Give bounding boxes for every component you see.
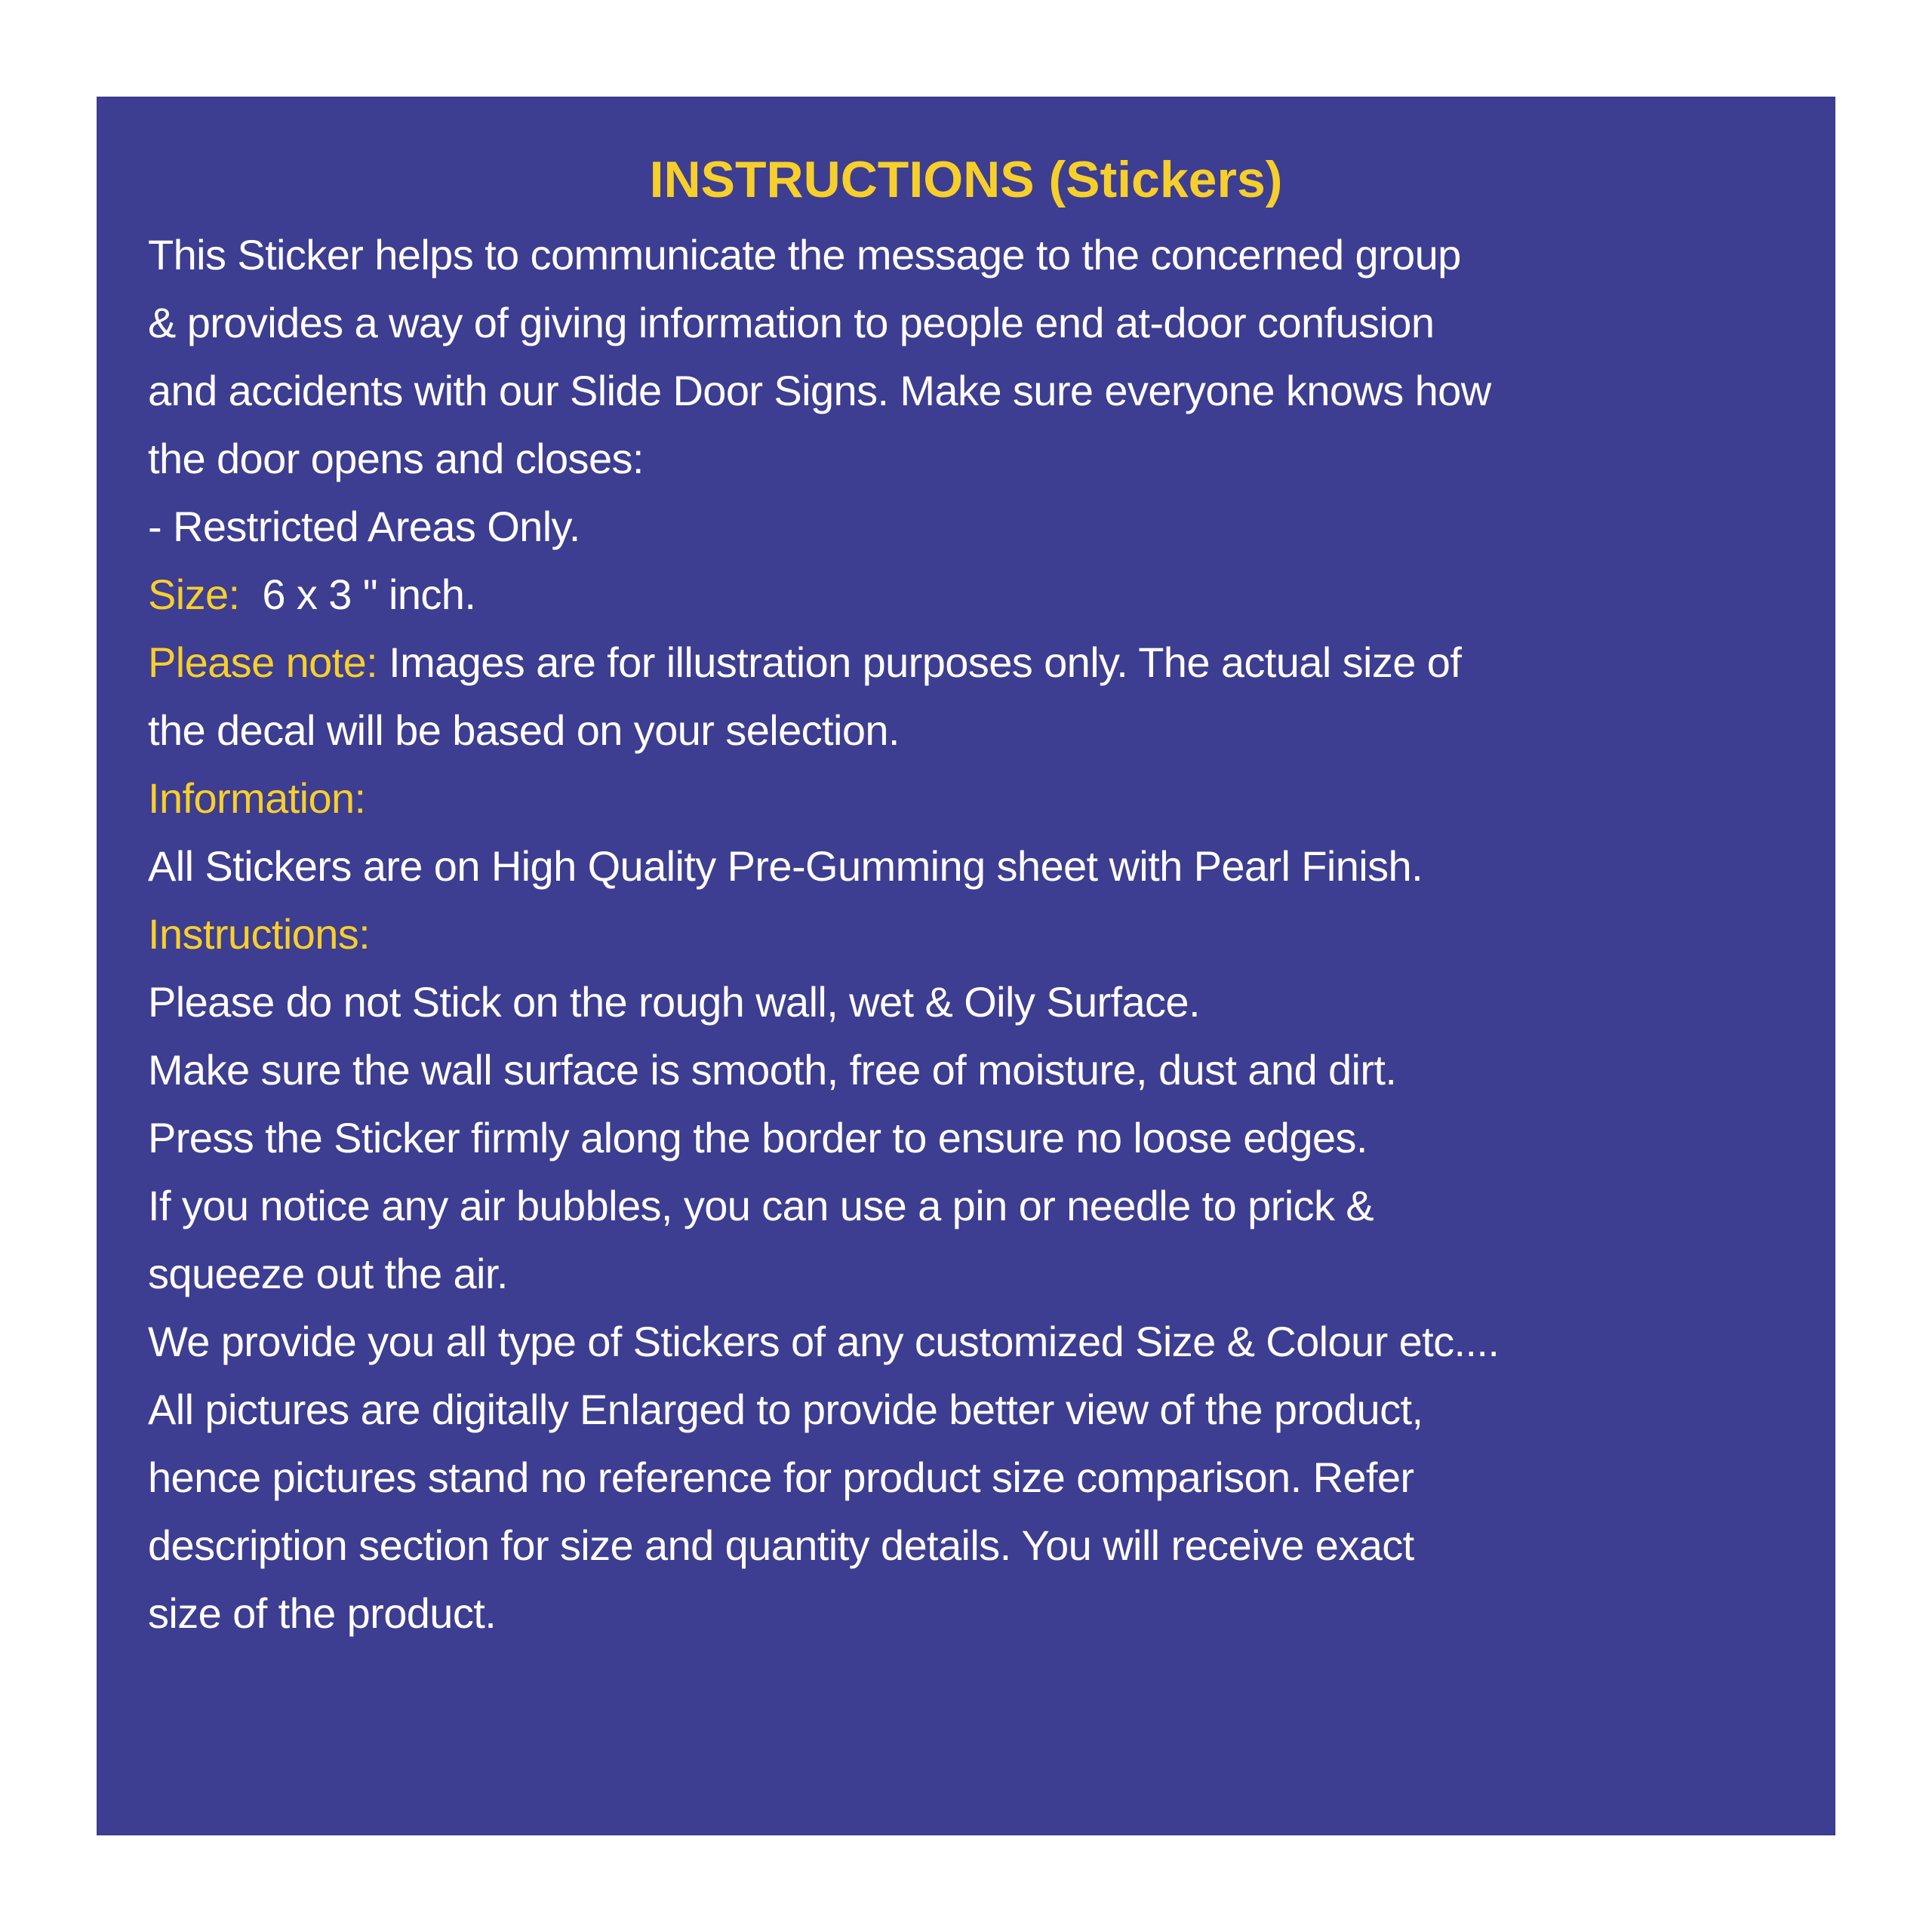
note-text: Images are for illustration purposes only. The actual size of	[389, 638, 1462, 686]
note-label: Please note:	[148, 638, 378, 686]
instruction-line: If you notice any air bubbles, you can use a pin or needle to prick &	[148, 1182, 1374, 1229]
instruction-line: Press the Sticker firmly along the border to ensure no loose edges.	[148, 1114, 1367, 1161]
information-text: All Stickers are on High Quality Pre-Gumming sheet with Pearl Finish.	[148, 842, 1423, 890]
size-label: Size:	[148, 571, 240, 618]
instruction-line: All pictures are digitally Enlarged to provide better view of the product,	[148, 1386, 1423, 1433]
instruction-line: size of the product.	[148, 1589, 497, 1637]
instruction-line: Please do not Stick on the rough wall, wet & Oily Surface.	[148, 978, 1200, 1026]
intro-line: the door opens and closes:	[148, 435, 644, 482]
restricted-areas-line: - Restricted Areas Only.	[148, 503, 580, 550]
instruction-line: squeeze out the air.	[148, 1250, 508, 1297]
size-line	[148, 561, 1793, 629]
note-line-2: the decal will be based on your selection.	[148, 706, 900, 754]
instructions-label: Instructions:	[148, 910, 371, 958]
instruction-line: hence pictures stand no reference for product size comparison. Refer	[148, 1454, 1414, 1501]
intro-line: This Sticker helps to communicate the message to the concerned group	[148, 231, 1461, 278]
instructions-body	[148, 221, 1793, 1647]
instruction-line: We provide you all type of Stickers of any customized Size & Colour etc....	[148, 1318, 1500, 1365]
information-label: Information:	[148, 774, 366, 822]
instruction-line: description section for size and quantity details. You will receive exact	[148, 1521, 1414, 1569]
size-value: 6 x 3 " inch.	[262, 571, 476, 618]
instruction-line: Make sure the wall surface is smooth, free of moisture, dust and dirt.	[148, 1046, 1397, 1094]
intro-line: & provides a way of giving information to people end at-door confusion	[148, 299, 1435, 346]
note-line	[148, 629, 1793, 697]
panel-title: INSTRUCTIONS (Stickers)	[649, 151, 1283, 208]
instructions-panel	[97, 97, 1835, 1835]
intro-line: and accidents with our Slide Door Signs. Make sure everyone knows how	[148, 367, 1491, 414]
